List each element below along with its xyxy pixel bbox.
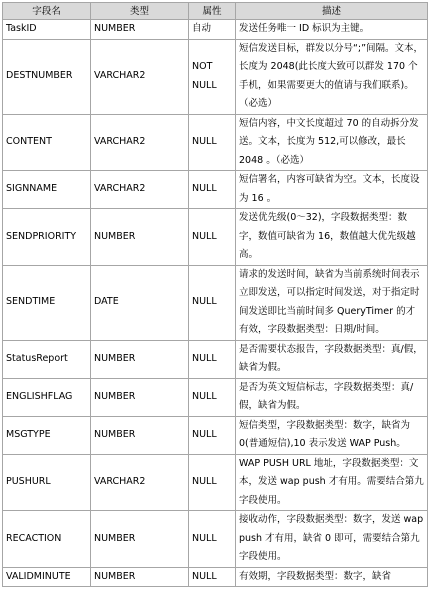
table-header-row [3,3,428,20]
cell-description: 是否为英文短信标志，字段数据类型：真/假，缺省为假。 [236,378,428,416]
cell-type: NUMBER [91,20,189,40]
cell-type: NUMBER [91,511,189,568]
header-description: 描述 [236,3,428,20]
cell-type: VARCHAR2 [91,114,189,171]
cell-attribute: NULL [189,416,236,454]
table-row [3,114,428,171]
cell-attribute: NOT NULL [189,39,236,114]
header-type: 类型 [91,3,189,20]
table-row [3,209,428,266]
cell-attribute: NULL [189,378,236,416]
cell-type: VARCHAR2 [91,454,189,511]
cell-attribute: NULL [189,454,236,511]
cell-attribute: NULL [189,171,236,209]
table-row [3,416,428,454]
cell-attribute: 自动 [189,20,236,40]
cell-description: 请求的发送时间，缺省为当前系统时间表示立即发送，可以指定时间发送，对于指定时间发送即比当前时间多 QueryTimer 的才有效，字段数据类型：日期/时间。 [236,265,428,340]
cell-type: NUMBER [91,209,189,266]
field-definition-table [2,2,428,587]
cell-attribute: NULL [189,511,236,568]
cell-type: VARCHAR2 [91,39,189,114]
cell-attribute: NULL [189,567,236,587]
cell-attribute: NULL [189,265,236,340]
cell-type: VARCHAR2 [91,171,189,209]
table-row [3,567,428,587]
cell-field-name: SENDTIME [3,265,91,340]
cell-attribute: NULL [189,340,236,378]
cell-field-name: VALIDMINUTE [3,567,91,587]
header-field-name: 字段名 [3,3,91,20]
cell-field-name: SENDPRIORITY [3,209,91,266]
cell-description: 短信内容，中文长度超过 70 的自动拆分发送。文本，长度为 512,可以修改，最长 2048 。（必选） [236,114,428,171]
cell-description: 发送优先级(0～32)，字段数据类型：数字，数值可缺省为 16，数值越大优先级越高。 [236,209,428,266]
table-row [3,39,428,114]
cell-field-name: StatusReport [3,340,91,378]
cell-attribute: NULL [189,114,236,171]
table-row [3,378,428,416]
cell-attribute: NULL [189,209,236,266]
cell-type: NUMBER [91,378,189,416]
cell-description: 是否需要状态报告，字段数据类型：真/假，缺省为假。 [236,340,428,378]
cell-description: 接收动作，字段数据类型：数字，发送 wap push 才有用，缺省 0 即可，需要结合第九字段使用。 [236,511,428,568]
cell-description: WAP PUSH URL 地址，字段数据类型：文本，发送 wap push 才有用。需要结合第九字段使用。 [236,454,428,511]
table-row [3,454,428,511]
cell-field-name: RECACTION [3,511,91,568]
cell-field-name: TaskID [3,20,91,40]
header-attribute: 属性 [189,3,236,20]
cell-field-name: DESTNUMBER [3,39,91,114]
cell-description: 有效期，字段数据类型：数字，缺省 [236,567,428,587]
table-row [3,171,428,209]
cell-field-name: ENGLISHFLAG [3,378,91,416]
cell-field-name: CONTENT [3,114,91,171]
table-row [3,511,428,568]
table-row [3,265,428,340]
cell-type: DATE [91,265,189,340]
cell-description: 发送任务唯一 ID 标识为主键。 [236,20,428,40]
cell-field-name: MSGTYPE [3,416,91,454]
cell-description: 短信发送目标，群发以分号“;”间隔。文本，长度为 2048(此长度大致可以群发 170 个手机，如果需要更大的值请与我们联系)。（必选） [236,39,428,114]
table-row [3,340,428,378]
table-row [3,20,428,40]
cell-type: NUMBER [91,567,189,587]
cell-type: NUMBER [91,416,189,454]
cell-type: NUMBER [91,340,189,378]
cell-field-name: SIGNNAME [3,171,91,209]
cell-field-name: PUSHURL [3,454,91,511]
cell-description: 短信署名，内容可缺省为空。文本，长度设为 16 。 [236,171,428,209]
cell-description: 短信类型，字段数据类型：数字，缺省为 0(普通短信),10 表示发送 WAP Push。 [236,416,428,454]
